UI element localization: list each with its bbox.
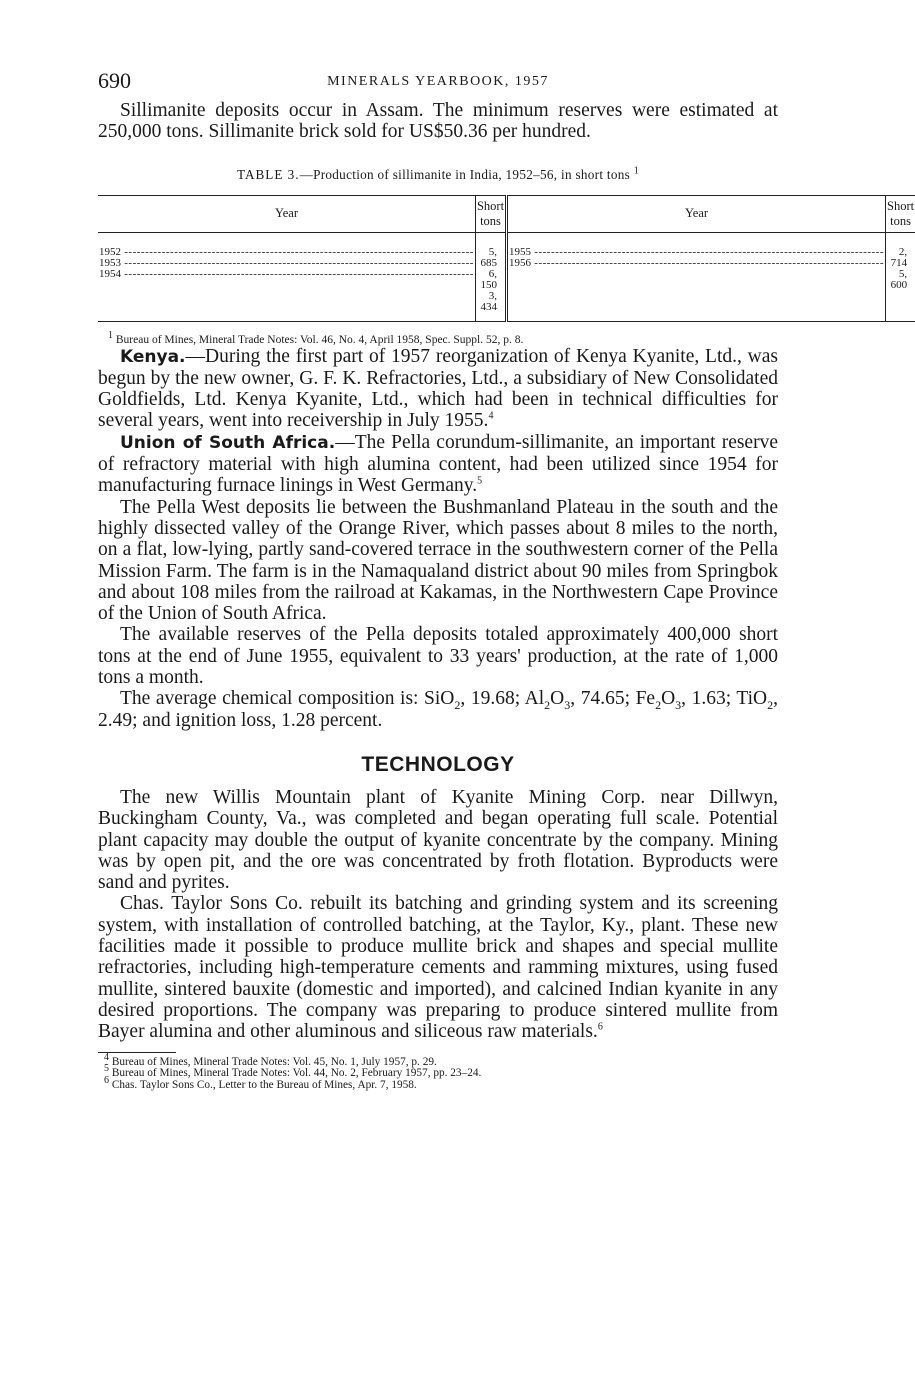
value-cell-right bbox=[886, 232, 915, 321]
footnote-item bbox=[98, 1074, 778, 1092]
composition-text: , 19.68; Al bbox=[460, 688, 545, 710]
year-cell-left bbox=[98, 232, 475, 321]
table-label: TABLE 3. bbox=[236, 166, 300, 182]
kenya-paragraph bbox=[98, 346, 778, 432]
south-africa-text: —The Pella corundum-sillimanite, an important reserve of refractory material with high alumina content, had been utilized since 1954 for manufacturing furnace linings in West Germany. bbox=[98, 431, 778, 497]
table-row bbox=[98, 232, 915, 321]
footnote-text: Chas. Taylor Sons Co., Letter to the Bureau of Mines, Apr. 7, 1958. bbox=[111, 1078, 417, 1091]
table-footnote-text: Bureau of Mines, Mineral Trade Notes: Vol. 46, No. 4, April 1958, Spec. Suppl. 52, p. 8. bbox=[115, 333, 524, 346]
running-title: MINERALS YEARBOOK, 1957 bbox=[327, 74, 549, 89]
composition-lead: The average chemical composition is: SiO bbox=[120, 688, 455, 710]
table-header-row bbox=[98, 195, 915, 232]
value-1954: 3, 434 bbox=[480, 289, 498, 313]
footnote-divider bbox=[98, 1052, 176, 1053]
year-1955: 1955 ----- bbox=[509, 247, 884, 258]
value-cell-left bbox=[475, 232, 506, 321]
kenya-footnote-ref: 4 bbox=[488, 410, 494, 422]
column-header-short-tons-left: Short tons bbox=[475, 195, 506, 232]
composition-text: , 1.63; TiO bbox=[681, 688, 768, 710]
table-footnote bbox=[98, 329, 778, 346]
composition-text: O bbox=[661, 688, 676, 710]
subscript: 2 bbox=[454, 698, 461, 713]
pella-west-paragraph: The Pella West deposits lie between the Bushmanland Plateau in the south and the highly dissected valley of the Orange River, which passes about 8 miles to the north, on a flat, low-lying, partly sand-covered terrace in the southwestern corner of the Pella Mission Farm. The farm is in the Namaqualand district about 90 miles from Springbok and about 108 miles from the railroad at Kakamas, in the Northwestern Cape Province of the Union of South Africa. bbox=[98, 496, 778, 625]
table-title bbox=[98, 167, 778, 183]
footnote-text: Bureau of Mines, Mineral Trade Notes: Vol. 45, No. 1, July 1957, p. 29. bbox=[111, 1055, 437, 1068]
year-1956: 1956 ----- bbox=[509, 258, 884, 269]
kenya-heading: Kenya. bbox=[120, 346, 186, 367]
footnote-mark: 4 bbox=[104, 1051, 109, 1063]
table-title-text: —Production of sillimanite in India, 1952–56, in short tons bbox=[299, 166, 631, 182]
technology-paragraph-1: The new Willis Mountain plant of Kyanite Mining Corp. near Dillwyn, Buckingham County, Va., was completed and began operating full scale. Potential plant capacity may double the output of kyanite concentrate by the company. Mining was by open pit, and the ore was concentrated by froth flotation. Byproducts were sand and pyrites. bbox=[98, 786, 778, 894]
technology-footnote-ref: 6 bbox=[597, 1021, 603, 1033]
subscript: 2 bbox=[655, 698, 662, 713]
composition-text: , 74.65; Fe bbox=[570, 688, 656, 710]
south-africa-footnote-ref: 5 bbox=[477, 475, 483, 487]
footnote-text: Bureau of Mines, Mineral Trade Notes: Vol. 44, No. 2, February 1957, pp. 23–24. bbox=[111, 1067, 482, 1079]
south-africa-paragraph bbox=[98, 432, 778, 497]
year-cell-right bbox=[507, 232, 886, 321]
value-1953: 6, 150 bbox=[480, 267, 498, 291]
footnote-mark: 6 bbox=[104, 1074, 109, 1086]
subscript: 3 bbox=[564, 698, 571, 713]
composition-tail: , 2.49; and ignition loss, 1.28 percent. bbox=[98, 688, 778, 731]
table-footnote-mark: 1 bbox=[108, 329, 113, 341]
subscript: 2 bbox=[544, 698, 551, 713]
page-header bbox=[98, 68, 778, 100]
value-1955: 2, 714 bbox=[890, 245, 908, 269]
technology-paragraph-2 bbox=[98, 893, 778, 1042]
technology-paragraph-2-text: Chas. Taylor Sons Co. rebuilt its batching and grinding system and its screening system, with installation of controlled batching, at the Taylor, Ky., plant. These new facilities made it possible to produce mullite brick and shapes and special mullite refractories, including high-temperature cements and ramming mixtures, using fused mullite, sintered bauxite (domestic and imported), and calcined Indian kyanite in any desired proportions. The company was preparing to produce sintered mullite from Bayer alumina and other aluminous and siliceous raw materials. bbox=[98, 893, 778, 1043]
kenya-text: —During the first part of 1957 reorganization of Kenya Kyanite, Ltd., was begun by the new owner, G. F. K. Refractories, Ltd., a subsidiary of New Consolidated Goldfields, Ltd. Kenya Kyanite, Ltd., which had been in technical difficulties for several years, went into receivership in July 1955. bbox=[98, 345, 778, 432]
south-africa-heading: Union of South Africa. bbox=[120, 432, 336, 453]
table-title-footnote-mark: 1 bbox=[633, 165, 640, 177]
page-number: 690 bbox=[98, 68, 131, 93]
footnote-mark: 5 bbox=[104, 1063, 109, 1075]
production-table bbox=[98, 195, 915, 322]
subscript: 2 bbox=[767, 698, 774, 713]
year-1953: 1953 ----- bbox=[99, 258, 474, 269]
composition-paragraph bbox=[98, 688, 778, 731]
subscript: 3 bbox=[675, 698, 682, 713]
intro-paragraph: Sillimanite deposits occur in Assam. The minimum reserves were estimated at 250,000 tons. Sillimanite brick sold for US$50.36 per hundred. bbox=[98, 100, 778, 143]
value-1952: 5, 685 bbox=[480, 245, 498, 269]
value-1956: 5, 600 bbox=[890, 267, 908, 291]
column-header-year-left: Year bbox=[98, 195, 475, 232]
reserves-paragraph: The available reserves of the Pella deposits totaled approximately 400,000 short tons at the end of June 1955, equivalent to 33 years' production, at the rate of 1,000 tons a month. bbox=[98, 624, 778, 689]
column-header-short-tons-right: Short tons bbox=[886, 195, 915, 232]
composition-text: O bbox=[550, 688, 565, 710]
year-1954: 1954 ----- bbox=[99, 269, 474, 280]
technology-heading: TECHNOLOGY bbox=[361, 752, 515, 776]
year-1952: 1952 ----- bbox=[99, 247, 474, 258]
footnotes bbox=[98, 1051, 778, 1092]
document-page bbox=[98, 68, 915, 1091]
column-header-year-right: Year bbox=[507, 195, 886, 232]
